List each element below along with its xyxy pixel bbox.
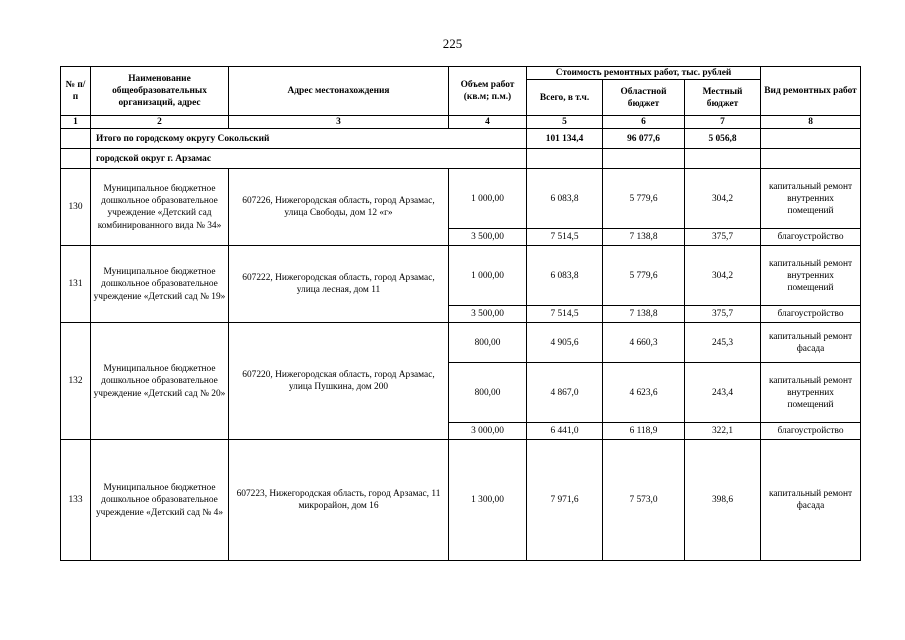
column-number: 7 (685, 116, 761, 129)
repair-works-table (60, 66, 861, 561)
empty-cell (61, 149, 91, 169)
header-work-type: Вид ремонтных работ (761, 67, 861, 116)
entry-local: 375,7 (685, 229, 761, 246)
entry-address: 607220, Нижегородская область, город Арзамас, улица Пушкина, дом 200 (229, 323, 449, 440)
entry-volume: 1 000,00 (449, 169, 527, 229)
header-row-top (61, 67, 861, 80)
empty-cell (685, 149, 761, 169)
table-row (61, 440, 861, 561)
header-volume: Объем работ (кв.м; п.м.) (449, 67, 527, 116)
column-number: 8 (761, 116, 861, 129)
column-number: 2 (91, 116, 229, 129)
column-number: 3 (229, 116, 449, 129)
header-local: Местный бюджет (685, 80, 761, 116)
entry-work-type: капитальный ремонт фасада (761, 323, 861, 363)
entry-work-type: благоустройство (761, 229, 861, 246)
entry-volume: 3 000,00 (449, 423, 527, 440)
table-row (61, 169, 861, 229)
entry-local: 243,4 (685, 363, 761, 423)
entry-num: 130 (61, 169, 91, 246)
entry-name: Муниципальное бюджетное дошкольное образовательное учреждение «Детский сад № 19» (91, 246, 229, 323)
entry-work-type: благоустройство (761, 423, 861, 440)
entry-name: Муниципальное бюджетное дошкольное образовательное учреждение «Детский сад комбинированного вида № 34» (91, 169, 229, 246)
empty-cell (761, 149, 861, 169)
empty-cell (61, 129, 91, 149)
table-row (61, 323, 861, 363)
entry-local: 322,1 (685, 423, 761, 440)
entry-volume: 3 500,00 (449, 229, 527, 246)
column-number: 6 (603, 116, 685, 129)
summary-local: 5 056,8 (685, 129, 761, 149)
entry-total: 7 514,5 (527, 306, 603, 323)
column-number: 5 (527, 116, 603, 129)
column-number-row (61, 116, 861, 129)
table-row (61, 246, 861, 306)
entry-work-type: капитальный ремонт фасада (761, 440, 861, 561)
header-regional: Областной бюджет (603, 80, 685, 116)
summary-label: Итого по городскому округу Сокольский (91, 129, 527, 149)
entry-regional: 5 779,6 (603, 169, 685, 229)
header-total: Всего, в т.ч. (527, 80, 603, 116)
entry-work-type: капитальный ремонт внутренних помещений (761, 246, 861, 306)
entry-local: 375,7 (685, 306, 761, 323)
entry-regional: 5 779,6 (603, 246, 685, 306)
entry-volume: 3 500,00 (449, 306, 527, 323)
empty-cell (527, 149, 603, 169)
entry-local: 398,6 (685, 440, 761, 561)
entry-total: 4 905,6 (527, 323, 603, 363)
section-row (61, 149, 861, 169)
entry-volume: 1 000,00 (449, 246, 527, 306)
entry-name: Муниципальное бюджетное дошкольное образовательное учреждение «Детский сад № 20» (91, 323, 229, 440)
summary-regional: 96 077,6 (603, 129, 685, 149)
entry-work-type: капитальный ремонт внутренних помещений (761, 169, 861, 229)
empty-cell (603, 149, 685, 169)
entry-total: 7 971,6 (527, 440, 603, 561)
section-title: городской округ г. Арзамас (91, 149, 527, 169)
entry-total: 6 441,0 (527, 423, 603, 440)
entry-num: 131 (61, 246, 91, 323)
entry-total: 6 083,8 (527, 246, 603, 306)
entry-volume: 800,00 (449, 323, 527, 363)
entry-regional: 7 138,8 (603, 229, 685, 246)
empty-cell (761, 129, 861, 149)
entry-regional: 4 623,6 (603, 363, 685, 423)
entry-num: 133 (61, 440, 91, 561)
column-number: 4 (449, 116, 527, 129)
column-number: 1 (61, 116, 91, 129)
entry-regional: 4 660,3 (603, 323, 685, 363)
entry-address: 607226, Нижегородская область, город Арзамас, улица Свободы, дом 12 «г» (229, 169, 449, 246)
entry-local: 245,3 (685, 323, 761, 363)
header-name: Наименование общеобразовательных организаций, адрес (91, 67, 229, 116)
page-number: 225 (442, 36, 463, 51)
entry-work-type: благоустройство (761, 306, 861, 323)
entry-address: 607222, Нижегородская область, город Арзамас, улица лесная, дом 11 (229, 246, 449, 323)
entry-name: Муниципальное бюджетное дошкольное образовательное учреждение «Детский сад № 4» (91, 440, 229, 561)
entry-address: 607223, Нижегородская область, город Арзамас, 11 микрорайон, дом 16 (229, 440, 449, 561)
entry-regional: 7 138,8 (603, 306, 685, 323)
summary-total: 101 134,4 (527, 129, 603, 149)
entry-volume: 800,00 (449, 363, 527, 423)
header-address: Адрес местонахождения (229, 67, 449, 116)
summary-row (61, 129, 861, 149)
entry-volume: 1 300,00 (449, 440, 527, 561)
entry-regional: 7 573,0 (603, 440, 685, 561)
entry-work-type: капитальный ремонт внутренних помещений (761, 363, 861, 423)
entry-total: 4 867,0 (527, 363, 603, 423)
header-cost-group: Стоимость ремонтных работ, тыс. рублей (527, 67, 761, 80)
entry-total: 6 083,8 (527, 169, 603, 229)
entry-local: 304,2 (685, 246, 761, 306)
entry-regional: 6 118,9 (603, 423, 685, 440)
entry-num: 132 (61, 323, 91, 440)
header-num: № п/п (61, 67, 91, 116)
entry-local: 304,2 (685, 169, 761, 229)
entry-total: 7 514,5 (527, 229, 603, 246)
